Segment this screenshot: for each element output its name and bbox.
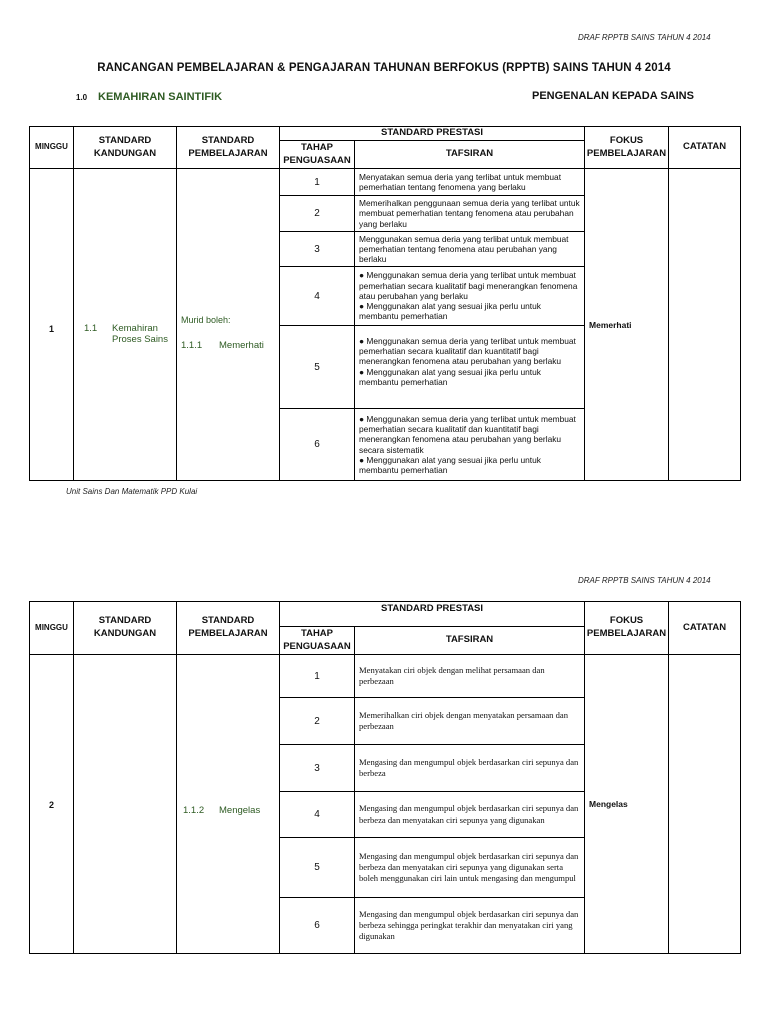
- tafsiran-3: [355, 745, 585, 792]
- tafsiran-6: [355, 409, 585, 481]
- pembelajaran-number: 1.1.1: [181, 339, 203, 351]
- tafsiran-bullet: ● Menggunakan alat yang sesuai jika perlu untuk membantu pemerhatian: [359, 366, 541, 387]
- tafsiran-text: Mengasing dan mengumpul objek berdasarkan ciri sepunya dan berbeza: [359, 756, 579, 778]
- fokus-cell: [585, 655, 669, 954]
- tahap-4: 4: [280, 267, 355, 326]
- rpptb-table-1: [29, 126, 741, 481]
- tahap-1: 1: [280, 169, 355, 196]
- standard-pembelajaran-cell: [177, 655, 280, 954]
- tafsiran-bullet: ● Menggunakan alat yang sesuai jika perlu untuk membantu pemerhatian: [359, 301, 541, 322]
- pembelajaran-text: Memerhati: [219, 339, 264, 351]
- tafsiran-5: [355, 326, 585, 409]
- tafsiran-2: [355, 196, 585, 232]
- tafsiran-text: Memerihalkan ciri objek dengan menyatakan persamaan dan perbezaan: [359, 709, 569, 731]
- tahap-2: 2: [280, 698, 355, 745]
- fokus-cell: [585, 169, 669, 481]
- rpptb-table-2: [29, 601, 741, 954]
- header-standard-pembelajaran: STANDARD PEMBELAJARAN: [177, 127, 280, 169]
- tafsiran-text: Menyatakan ciri objek dengan melihat persamaan dan perbezaan: [359, 664, 545, 686]
- header-standard-prestasi: STANDARD PRESTASI: [280, 127, 585, 141]
- header-standard-kandungan: STANDARD KANDUNGAN: [74, 602, 177, 655]
- header-tafsiran: TAFSIRAN: [355, 141, 585, 169]
- fokus-value: Mengelas: [589, 798, 628, 809]
- header-minggu: MINGGU: [30, 602, 74, 655]
- header-tahap-penguasaan: TAHAP PENGUASAAN: [280, 627, 355, 655]
- tafsiran-2: [355, 698, 585, 745]
- minggu-value: 2: [48, 800, 54, 810]
- header-standard-prestasi: STANDARD PRESTASI: [280, 602, 585, 627]
- catatan-cell: [669, 655, 741, 954]
- tafsiran-text: Mengasing dan mengumpul objek berdasarkan ciri sepunya dan berbeza dan menyatakan ciri sepunya yang digunakan: [359, 803, 579, 825]
- section-title: KEMAHIRAN SAINTIFIK: [98, 91, 223, 103]
- header-standard-kandungan: STANDARD KANDUNGAN: [74, 127, 177, 169]
- tafsiran-bullet: ● Menggunakan semua deria yang terlibat untuk membuat pemerhatian secara kualitatif bagi menerangkan fenomena atau perubahan yang berlaku: [359, 270, 578, 301]
- pembelajaran-intro: Murid boleh:: [181, 314, 231, 325]
- document-title: RANCANGAN PEMBELAJARAN & PENGAJARAN TAHUNAN BERFOKUS (RPPTB) SAINS TAHUN 4 2014: [97, 62, 671, 74]
- intro-heading: PENGENALAN KEPADA SAINS: [532, 90, 694, 102]
- tahap-2: 2: [280, 196, 355, 232]
- header-catatan: CATATAN: [669, 127, 741, 169]
- header-tahap-penguasaan: TAHAP PENGUASAAN: [280, 141, 355, 169]
- pembelajaran-text: Mengelas: [219, 804, 261, 816]
- tafsiran-text: Memerihalkan penggunaan semua deria yang terlibat untuk membuat pemerhatian tentang fenomena atau perubahan yang berlaku: [359, 198, 580, 229]
- pembelajaran-number: 1.1.2: [183, 804, 205, 816]
- tahap-6: 6: [280, 898, 355, 954]
- tafsiran-5: [355, 838, 585, 898]
- tahap-5: 5: [280, 326, 355, 409]
- section-number: 1.0: [76, 93, 88, 102]
- catatan-cell: [669, 169, 741, 481]
- tafsiran-bullet: ● Menggunakan alat yang sesuai jika perlu untuk membantu pemerhatian: [359, 454, 541, 475]
- tahap-4: 4: [280, 792, 355, 838]
- minggu-value: 1: [48, 323, 54, 334]
- tahap-6: 6: [280, 409, 355, 481]
- tahap-5: 5: [280, 838, 355, 898]
- tafsiran-text: Mengasing dan mengumpul objek berdasarkan ciri sepunya dan berbeza dan menyatakan ciri sepunya yang digunakan serta boleh menggunakan ciri lain untuk mengasing dan mengumpul: [359, 850, 579, 884]
- header-fokus-pembelajaran: FOKUS PEMBELAJARAN: [585, 127, 669, 169]
- footer-text: Unit Sains Dan Matematik PPD Kulai: [66, 487, 198, 496]
- tahap-3: 3: [280, 232, 355, 267]
- header-minggu: MINGGU: [30, 127, 74, 169]
- tafsiran-3: [355, 232, 585, 267]
- minggu-cell: [30, 169, 74, 481]
- standard-pembelajaran-cell: [177, 169, 280, 481]
- tafsiran-1: [355, 655, 585, 698]
- tafsiran-text: Menggunakan semua deria yang terlibat untuk membuat pemerhatian tentang fenomena atau perubahan yang berlaku: [359, 233, 569, 265]
- fokus-value: Memerhati: [589, 319, 632, 330]
- draft-label: DRAF RPPTB SAINS TAHUN 4 2014: [578, 33, 711, 42]
- header-tafsiran: TAFSIRAN: [355, 627, 585, 655]
- tafsiran-4: [355, 267, 585, 326]
- tafsiran-4: [355, 792, 585, 838]
- tahap-3: 3: [280, 745, 355, 792]
- header-catatan: CATATAN: [669, 602, 741, 655]
- tafsiran-bullet: ● Menggunakan semua deria yang terlibat untuk membuat pemerhatian secara kualitatif dan kuantitatif bagi menerangkan fenomena atau perubahan yang berlaku secara sistematik: [359, 413, 576, 455]
- tahap-1: 1: [280, 655, 355, 698]
- standard-kandungan-cell: [74, 655, 177, 954]
- tafsiran-text: Mengasing dan mengumpul objek berdasarkan ciri sepunya dan berbeza sehingga peringkat terakhir dan menyatakan ciri yang digunakan: [359, 908, 579, 942]
- tafsiran-text: Menyatakan semua deria yang terlibat untuk membuat pemerhatian tentang fenomena yang berlaku: [359, 171, 562, 192]
- standard-kandungan-cell: [74, 169, 177, 481]
- kandungan-number: 1.1: [84, 322, 98, 334]
- kandungan-text-line1: Kemahiran: [112, 322, 158, 334]
- tafsiran-bullet: ● Menggunakan semua deria yang terlibat untuk membuat pemerhatian secara kualitatif dan kuantitatif bagi menerangkan fenomena atau perubahan yang berlaku: [359, 335, 576, 367]
- kandungan-text-line2: Proses Sains: [112, 333, 168, 345]
- header-standard-pembelajaran: STANDARD PEMBELAJARAN: [177, 602, 280, 655]
- draft-label: DRAF RPPTB SAINS TAHUN 4 2014: [578, 576, 711, 585]
- header-fokus-pembelajaran: FOKUS PEMBELAJARAN: [585, 602, 669, 655]
- tafsiran-1: [355, 169, 585, 196]
- tafsiran-6: [355, 898, 585, 954]
- minggu-cell: [30, 655, 74, 954]
